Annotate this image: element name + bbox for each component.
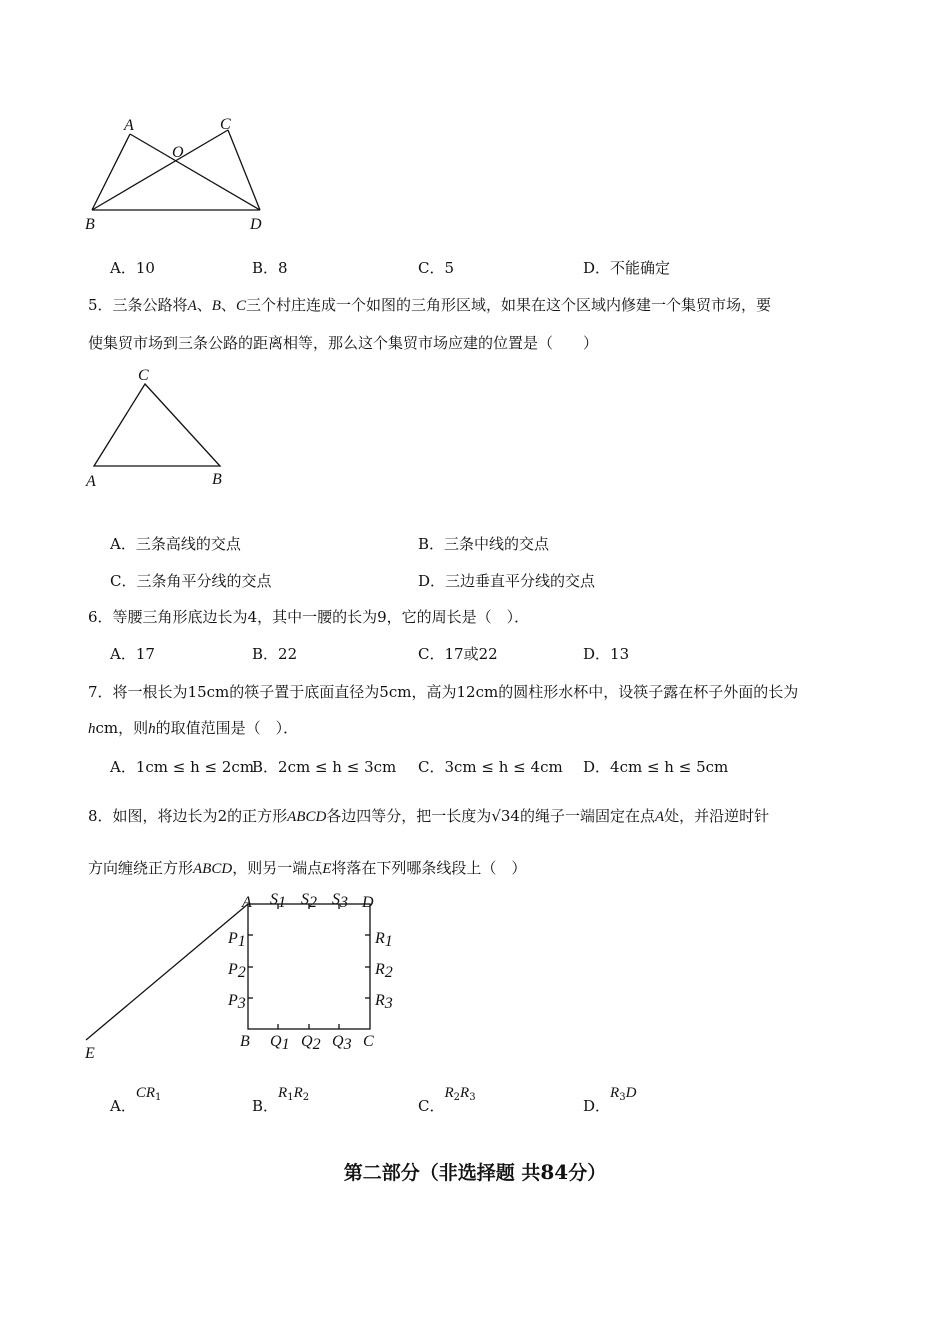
- label-b: B: [240, 1033, 250, 1050]
- label-p1: P1: [228, 930, 246, 950]
- q5-stem-line1: 5．三条公路将A、B、C三个村庄连成一个如图的三角形区域，如果在这个区域内修建一个集贸市场，要: [88, 296, 771, 314]
- label-q1: Q1: [270, 1033, 290, 1053]
- q8-stem-line1: 8．如图，将边长为2的正方形ABCD各边四等分，把一长度为√34的绳子一端固定在点A处，并沿逆时针: [88, 807, 770, 825]
- q6-option-d[interactable]: D．13: [583, 645, 630, 663]
- q8-option-a[interactable]: A．$CR^1$: [110, 1085, 162, 1115]
- rope-ae: [86, 904, 248, 1040]
- segment-cd: [228, 130, 260, 210]
- q7-option-d[interactable]: D．4cm ≤ h ≤ 5cm: [583, 758, 729, 776]
- q6-option-c[interactable]: C．17或22: [418, 645, 498, 663]
- q4-option-c[interactable]: C．5: [418, 259, 455, 277]
- label-a: A: [124, 117, 134, 134]
- label-a: A: [242, 894, 252, 911]
- q7-option-b[interactable]: B．2cm ≤ h ≤ 3cm: [252, 758, 397, 776]
- q4-figure: [80, 110, 280, 235]
- q7-stem-line2: hcm，则h的取值范围是（ ）．: [88, 719, 299, 737]
- q4-option-b[interactable]: B．8: [252, 259, 288, 277]
- q5-option-c[interactable]: C．三条角平分线的交点: [110, 572, 272, 590]
- q7-stem-line1: 7．将一根长为15cm的筷子置于底面直径为5cm，高为12cm的圆柱形水杯中，设筷子露在杯子外面的长为: [88, 683, 799, 701]
- section-heading: 第二部分（非选择题 共84分）: [343, 1160, 607, 1184]
- q6-option-a[interactable]: A．17: [110, 645, 155, 663]
- label-s2: S2: [301, 891, 317, 911]
- q8-option-d[interactable]: D．$R_3D$: [583, 1085, 637, 1115]
- segment-ad: [130, 134, 260, 210]
- q5-figure: [80, 360, 240, 495]
- q7-option-a[interactable]: A．1cm ≤ h ≤ 2cm: [110, 758, 255, 776]
- q4-option-a[interactable]: A．10: [110, 259, 155, 277]
- q6-stem: 6．等腰三角形底边长为4，其中一腰的长为9，它的周长是（ ）．: [88, 608, 530, 626]
- q5-stem-line2: 使集贸市场到三条公路的距离相等，那么这个集贸市场应建的位置是（ ）: [88, 334, 599, 352]
- label-c: C: [138, 367, 149, 384]
- label-q2: Q2: [301, 1033, 321, 1053]
- q5-option-a[interactable]: A．三条高线的交点: [110, 535, 241, 553]
- label-r3: R3: [375, 992, 393, 1012]
- square-abcd: [248, 904, 370, 1029]
- triangle-abc: [94, 384, 220, 466]
- label-s3: S3: [332, 891, 348, 911]
- q5-option-d[interactable]: D．三边垂直平分线的交点: [418, 572, 596, 590]
- q6-option-b[interactable]: B．22: [252, 645, 298, 663]
- q8-option-c[interactable]: C．$R_2R_3$: [418, 1085, 476, 1115]
- label-s1: S1: [270, 891, 286, 911]
- label-e: E: [85, 1045, 95, 1062]
- label-b: B: [85, 216, 95, 233]
- label-r1: R1: [375, 930, 393, 950]
- label-a: A: [86, 473, 96, 490]
- label-b: B: [212, 471, 222, 488]
- q8-option-b[interactable]: B．$R_1R_2$: [252, 1085, 310, 1115]
- label-c: C: [363, 1033, 374, 1050]
- label-d: D: [362, 894, 374, 911]
- q8-stem-line2: 方向缠绕正方形ABCD，则另一端点E将落在下列哪条线段上（ ）: [88, 859, 527, 877]
- q4-option-d[interactable]: D．不能确定: [583, 259, 671, 277]
- label-p3: P3: [228, 992, 246, 1012]
- label-c: C: [220, 116, 231, 133]
- q7-option-c[interactable]: C．3cm ≤ h ≤ 4cm: [418, 758, 563, 776]
- label-p2: P2: [228, 961, 246, 981]
- label-r2: R2: [375, 961, 393, 981]
- label-d: D: [250, 216, 262, 233]
- label-q3: Q3: [332, 1033, 352, 1053]
- q5-option-b[interactable]: B．三条中线的交点: [418, 535, 550, 553]
- label-o: O: [172, 144, 184, 161]
- q8-figure: [80, 888, 400, 1063]
